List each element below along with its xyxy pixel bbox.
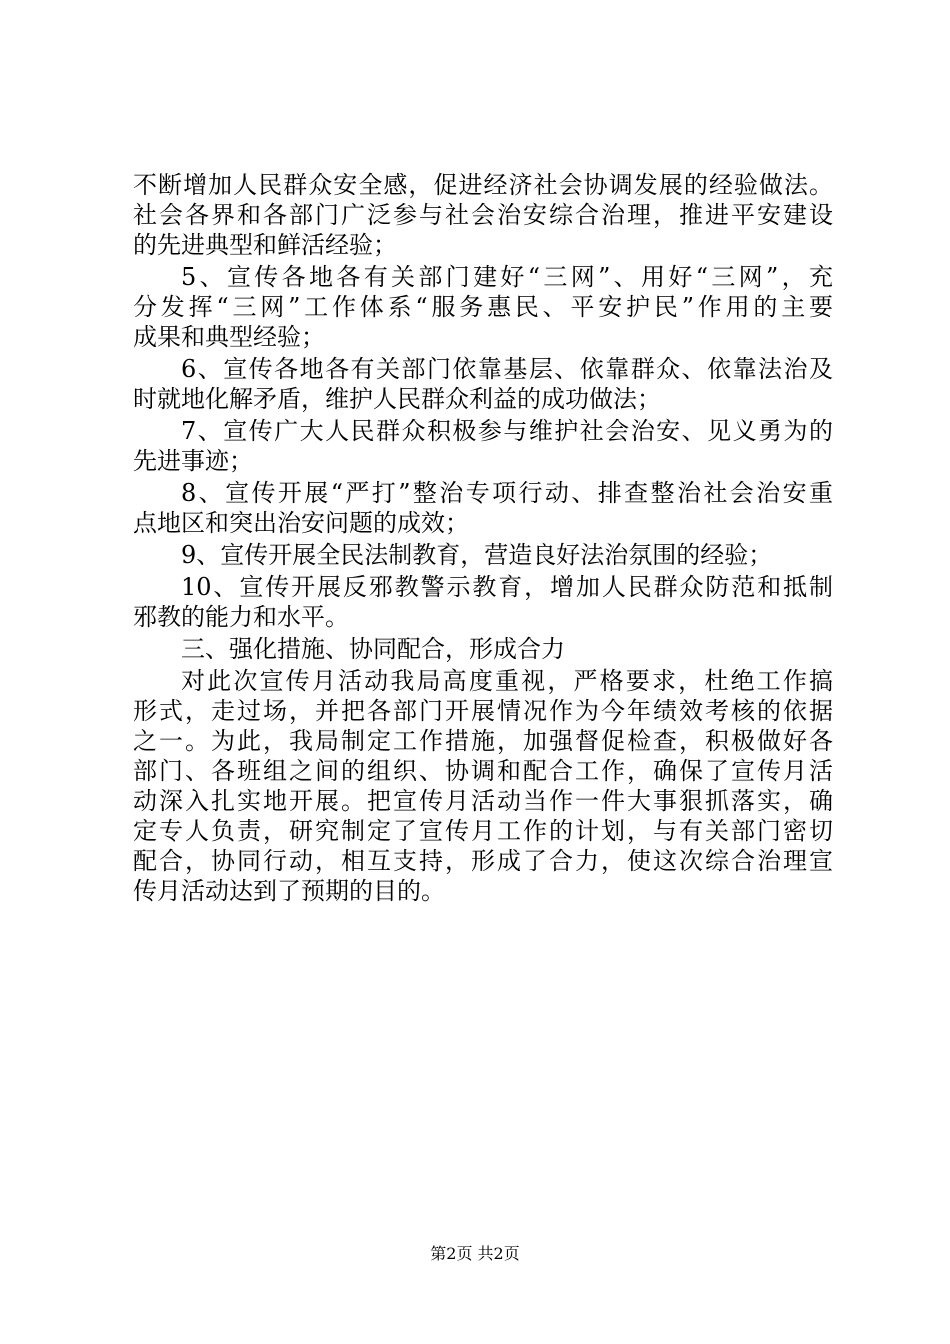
text-line: 9、宣传开展全民法制教育，营造良好法治氛围的经验； (181, 541, 773, 569)
text-line: 对此次宣传月活动我局高度重视，严格要求，杜绝工作搞 (181, 667, 833, 695)
text-line: 的先进典型和鲜活经验； (133, 231, 397, 259)
text-line: 传月活动达到了预期的目的。 (133, 877, 445, 905)
text-line: 点地区和突出治安问题的成效； (133, 509, 469, 537)
text-line: 邪教的能力和水平。 (133, 603, 349, 631)
document-body (133, 170, 833, 906)
text-line: 时就地化解矛盾，维护人民群众利益的成功做法； (133, 385, 661, 413)
text-line: 动深入扎实地开展。把宣传月活动当作一件大事狠抓落实，确 (133, 787, 833, 815)
text-line: 10、宣传开展反邪教警示教育，增加人民群众防范和抵制 (181, 573, 833, 601)
text-line: 7、宣传广大人民群众积极参与维护社会治安、见义勇为的 (181, 417, 833, 445)
text-line: 之一。为此，我局制定工作措施，加强督促检查，积极做好各 (133, 727, 833, 755)
text-line: 6、宣传各地各有关部门依靠基层、依靠群众、依靠法治及 (181, 355, 833, 383)
text-line: 8、宣传开展“严打”整治专项行动、排查整治社会治安重 (181, 479, 833, 507)
text-line: 不断增加人民群众安全感，促进经济社会协调发展的经验做法。 (133, 171, 833, 199)
text-line: 定专人负责，研究制定了宣传月工作的计划，与有关部门密切 (133, 817, 833, 845)
text-line: 部门、各班组之间的组织、协调和配合工作，确保了宣传月活 (133, 757, 833, 785)
text-line: 形式，走过场，并把各部门开展情况作为今年绩效考核的依据 (133, 697, 833, 725)
section-heading: 三、强化措施、协同配合，形成合力 (181, 635, 565, 663)
text-line: 配合，协同行动，相互支持，形成了合力，使这次综合治理宣 (133, 847, 833, 875)
text-line: 成果和典型经验； (133, 323, 325, 351)
text-line: 分发挥“三网”工作体系“服务惠民、平安护民”作用的主要 (133, 293, 833, 321)
page-number-footer: 第2页 共2页 (430, 1244, 520, 1263)
text-line: 5、宣传各地各有关部门建好“三网”、用好“三网”，充 (181, 263, 833, 291)
text-line: 先进事迹； (133, 447, 253, 475)
text-line: 社会各界和各部门广泛参与社会治安综合治理，推进平安建设 (133, 201, 833, 229)
